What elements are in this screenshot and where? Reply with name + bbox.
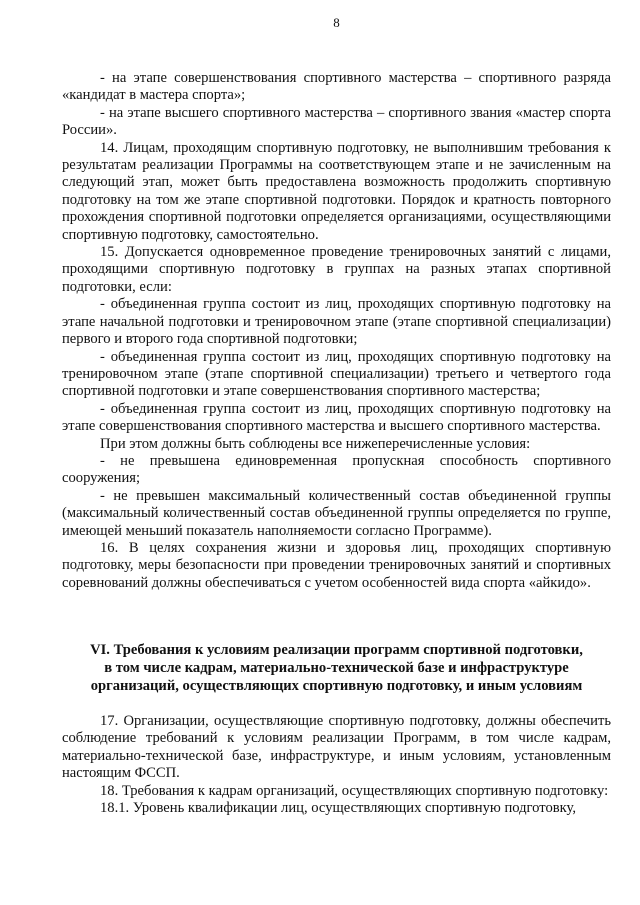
paragraph: - объединенная группа состоит из лиц, проходящих спортивную подготовку на этапе совершенствования спортивного мастерства и высшего спортивного мастерства. [62, 400, 611, 435]
page-number: 8 [333, 15, 340, 30]
body-section-b [62, 713, 611, 817]
paragraph: - объединенная группа состоит из лиц, проходящих спортивную подготовку на тренировочном этапе (этапе спортивной специализации) третьего и четвертого года спортивной подготовки и этапе совершенствования спортивного мастерства; [62, 348, 611, 400]
section-heading-line: в том числе кадрам, материально-технической базе и инфраструктуре [104, 660, 569, 677]
paragraph: - на этапе высшего спортивного мастерства – спортивного звания «мастер спорта России». [62, 104, 611, 139]
paragraph: - на этапе совершенствования спортивного мастерства – спортивного разряда «кандидат в мастера спорта»; [62, 70, 611, 104]
section-heading-line: VI. Требования к условиям реализации программ спортивной подготовки, [90, 642, 583, 658]
paragraph: 18.1. Уровень квалификации лиц, осуществляющих спортивную подготовку, [100, 800, 577, 817]
body-section-a [62, 70, 611, 592]
paragraph: 15. Допускается одновременное проведение тренировочных занятий с лицами, проходящими спортивную подготовку в группах на разных этапах спортивной подготовки, если: [62, 244, 611, 295]
section-heading [62, 641, 611, 696]
paragraph: - объединенная группа состоит из лиц, проходящих спортивную подготовку на этапе начальной подготовки и тренировочном этапе (этапе спортивной специализации) первого и второго года спортивной подготовки; [62, 296, 611, 348]
paragraph: При этом должны быть соблюдены все нижеперечисленные условия: [100, 435, 531, 452]
paragraph: 16. В целях сохранения жизни и здоровья лиц, проходящих спортивную подготовку, меры безопасности при проведении тренировочных занятий и спортивных соревнований должны обеспечиваться с учетом особенностей вида спорта «айкидо». [62, 539, 611, 591]
paragraph: - не превышен максимальный количественный состав объединенной группы (максимальный количественный состав объединенной группы определяется по группе, имеющей меньший показатель наполняемости согласно Программе). [62, 487, 611, 539]
paragraph: 18. Требования к кадрам организаций, осуществляющих спортивную подготовку: [100, 782, 609, 799]
paragraph: - не превышена единовременная пропускная способность спортивного сооружения; [62, 452, 611, 487]
section-heading-line: организаций, осуществляющих спортивную подготовку, и иным условиям [90, 678, 583, 695]
paragraph: 14. Лицам, проходящим спортивную подготовку, не выполнившим требования к результатам реализации Программы на соответствующем этапе и не зачисленным на следующий этап, может быть предоставлена возможность продолжить спортивную подготовку на том же этапе спортивной подготовки. Порядок и кратность повторного прохождения спортивной подготовки определяется организациями, осуществляющими спортивную подготовку, самостоятельно. [62, 139, 611, 243]
paragraph: 17. Организации, осуществляющие спортивную подготовку, должны обеспечить соблюдение требований к условиям реализации Программ, в том числе кадрам, материально-технической базе, инфраструктуре, и иным условиям, установленным настоящим ФССП. [62, 713, 611, 782]
